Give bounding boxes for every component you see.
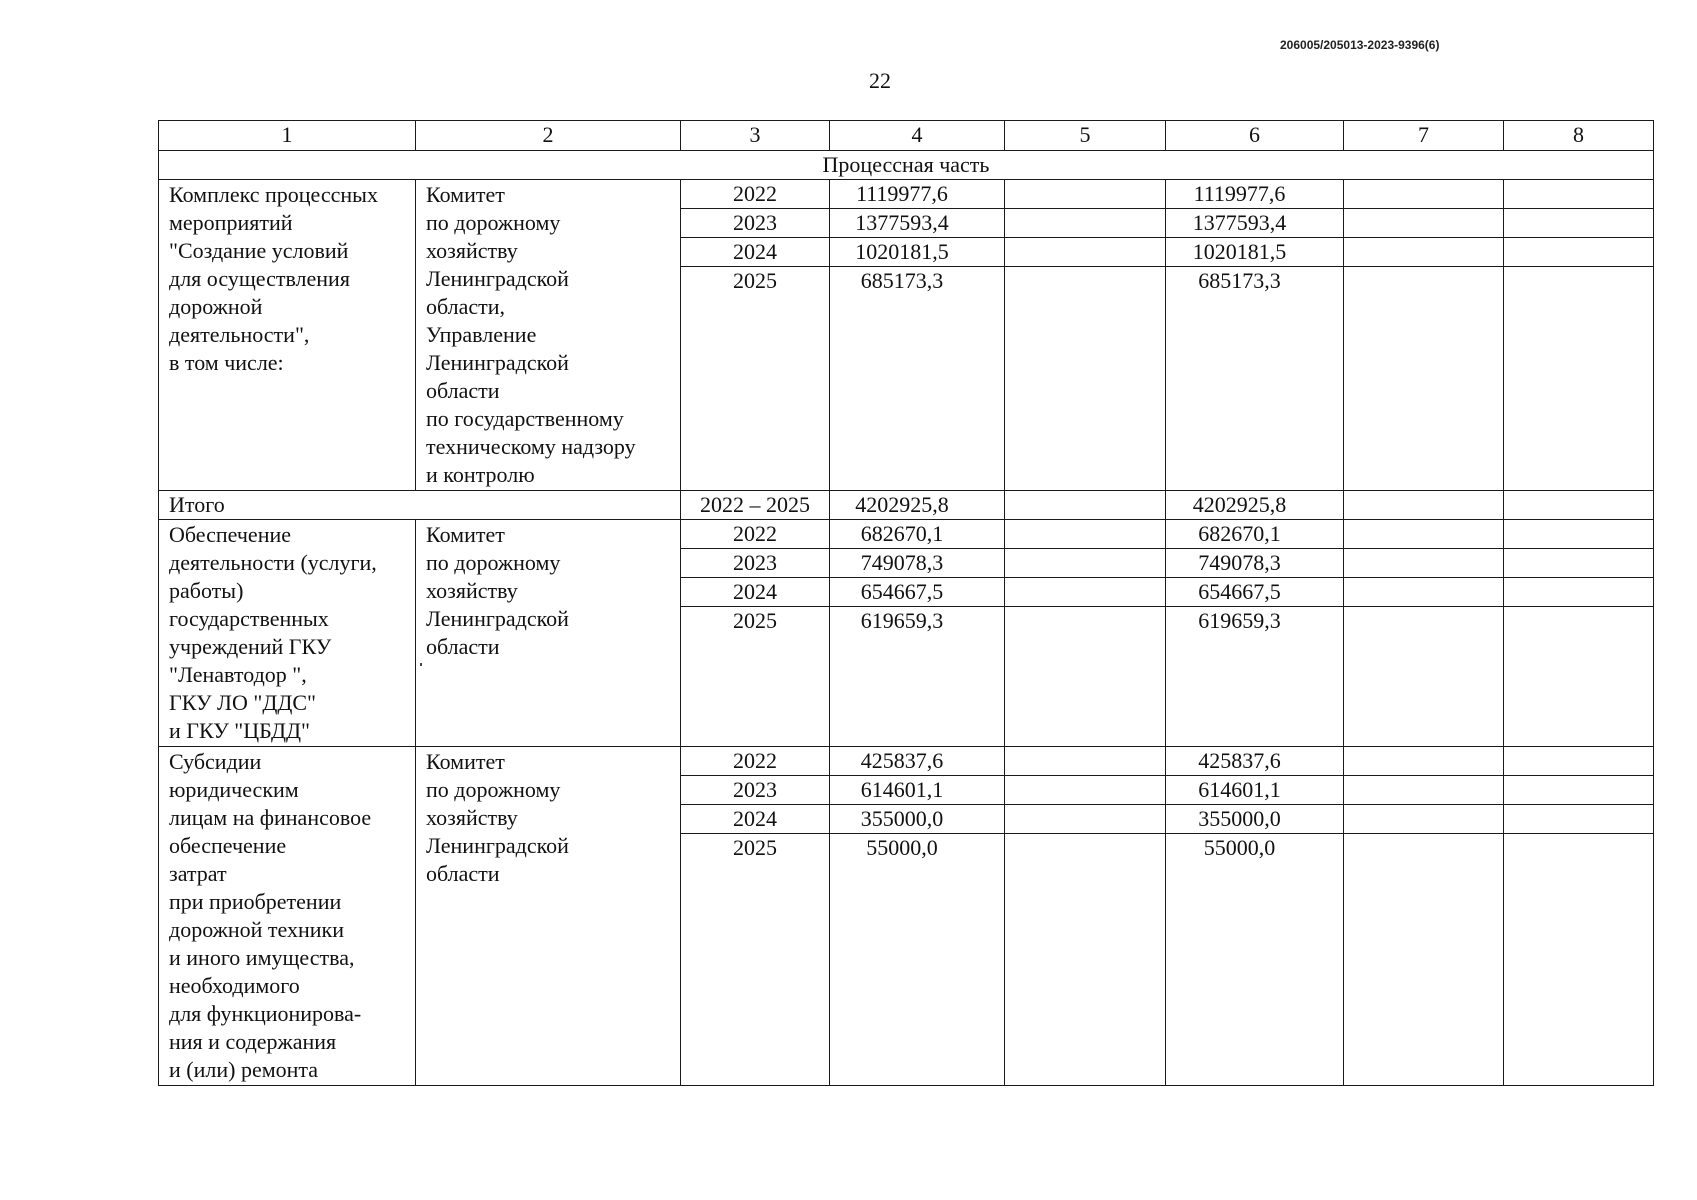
year-cell: 2022 bbox=[681, 180, 830, 209]
column-number: 2 bbox=[416, 121, 681, 151]
value-col4: 654667,5 bbox=[830, 578, 1005, 607]
value-col4: 355000,0 bbox=[830, 805, 1005, 834]
value-col8 bbox=[1504, 549, 1654, 578]
value-col6: 682670,1 bbox=[1166, 520, 1344, 549]
table-row bbox=[159, 520, 1654, 549]
executor-name: Комитет по дорожному хозяйству Ленинградской области bbox=[416, 520, 681, 747]
funding-table bbox=[158, 120, 1654, 1086]
value-col7 bbox=[1344, 209, 1504, 238]
section-title: Процессная часть bbox=[159, 151, 1654, 180]
value-col6: 614601,1 bbox=[1166, 776, 1344, 805]
column-number-row bbox=[159, 121, 1654, 151]
table-row bbox=[159, 180, 1654, 209]
column-number: 8 bbox=[1504, 121, 1654, 151]
value-col6: 55000,0 bbox=[1166, 834, 1344, 1086]
value-col5 bbox=[1005, 209, 1166, 238]
year-cell: 2023 bbox=[681, 209, 830, 238]
value-col4: 1119977,6 bbox=[830, 180, 1005, 209]
total-col6: 4202925,8 bbox=[1166, 491, 1344, 520]
value-col6: 654667,5 bbox=[1166, 578, 1344, 607]
year-cell: 2024 bbox=[681, 578, 830, 607]
year-cell: 2024 bbox=[681, 805, 830, 834]
year-cell: 2025 bbox=[681, 607, 830, 747]
value-col4: 1377593,4 bbox=[830, 209, 1005, 238]
value-col5 bbox=[1005, 549, 1166, 578]
value-col5 bbox=[1005, 776, 1166, 805]
value-col5 bbox=[1005, 238, 1166, 267]
value-col8 bbox=[1504, 607, 1654, 747]
value-col7 bbox=[1344, 549, 1504, 578]
scan-mark bbox=[420, 663, 422, 666]
total-label: Итого bbox=[159, 491, 681, 520]
value-col8 bbox=[1504, 776, 1654, 805]
year-cell: 2022 bbox=[681, 747, 830, 776]
value-col6: 1119977,6 bbox=[1166, 180, 1344, 209]
year-cell: 2022 bbox=[681, 520, 830, 549]
value-col5 bbox=[1005, 520, 1166, 549]
value-col8 bbox=[1504, 238, 1654, 267]
value-col8 bbox=[1504, 520, 1654, 549]
section-row bbox=[159, 151, 1654, 180]
value-col7 bbox=[1344, 805, 1504, 834]
value-col5 bbox=[1005, 805, 1166, 834]
value-col7 bbox=[1344, 747, 1504, 776]
total-col7 bbox=[1344, 491, 1504, 520]
year-cell: 2023 bbox=[681, 549, 830, 578]
total-col4: 4202925,8 bbox=[830, 491, 1005, 520]
value-col5 bbox=[1005, 834, 1166, 1086]
total-col5 bbox=[1005, 491, 1166, 520]
executor-name: Комитет по дорожному хозяйству Ленинградской области bbox=[416, 747, 681, 1086]
total-row bbox=[159, 491, 1654, 520]
value-col7 bbox=[1344, 238, 1504, 267]
total-col8 bbox=[1504, 491, 1654, 520]
value-col8 bbox=[1504, 180, 1654, 209]
value-col6: 425837,6 bbox=[1166, 747, 1344, 776]
value-col4: 749078,3 bbox=[830, 549, 1005, 578]
value-col4: 619659,3 bbox=[830, 607, 1005, 747]
column-number: 4 bbox=[830, 121, 1005, 151]
value-col8 bbox=[1504, 805, 1654, 834]
value-col5 bbox=[1005, 607, 1166, 747]
value-col4: 614601,1 bbox=[830, 776, 1005, 805]
value-col8 bbox=[1504, 209, 1654, 238]
year-cell: 2025 bbox=[681, 834, 830, 1086]
value-col7 bbox=[1344, 776, 1504, 805]
value-col7 bbox=[1344, 607, 1504, 747]
column-number: 5 bbox=[1005, 121, 1166, 151]
document-id: 206005/205013-2023-9396(6) bbox=[1280, 38, 1440, 52]
value-col6: 1020181,5 bbox=[1166, 238, 1344, 267]
value-col7 bbox=[1344, 180, 1504, 209]
value-col6: 749078,3 bbox=[1166, 549, 1344, 578]
value-col8 bbox=[1504, 267, 1654, 491]
value-col5 bbox=[1005, 180, 1166, 209]
column-number: 6 bbox=[1166, 121, 1344, 151]
value-col7 bbox=[1344, 834, 1504, 1086]
value-col6: 1377593,4 bbox=[1166, 209, 1344, 238]
value-col8 bbox=[1504, 578, 1654, 607]
column-number: 1 bbox=[159, 121, 416, 151]
value-col5 bbox=[1005, 267, 1166, 491]
year-cell: 2025 bbox=[681, 267, 830, 491]
program-name: Обеспечение деятельности (услуги, работы) государственных учреждений ГКУ "Ленавтодор ", ГКУ ЛО "ДДС" и ГКУ "ЦБДД" bbox=[159, 520, 416, 747]
value-col4: 682670,1 bbox=[830, 520, 1005, 549]
value-col6: 619659,3 bbox=[1166, 607, 1344, 747]
column-number: 7 bbox=[1344, 121, 1504, 151]
value-col4: 1020181,5 bbox=[830, 238, 1005, 267]
executor-name: Комитет по дорожному хозяйству Ленинградской области, Управление Ленинградской области по государственному техническому надзору и контролю bbox=[416, 180, 681, 491]
year-cell: 2024 bbox=[681, 238, 830, 267]
program-name: Комплекс процессных мероприятий "Создание условий для осуществления дорожной деятельности", в том числе: bbox=[159, 180, 416, 491]
value-col5 bbox=[1005, 747, 1166, 776]
value-col4: 425837,6 bbox=[830, 747, 1005, 776]
value-col6: 685173,3 bbox=[1166, 267, 1344, 491]
program-name: Субсидии юридическим лицам на финансовое обеспечение затрат при приобретении дорожной техники и иного имущества, необходимого для функционирова- ния и содержания и (или) ремонта bbox=[159, 747, 416, 1086]
value-col7 bbox=[1344, 520, 1504, 549]
value-col7 bbox=[1344, 267, 1504, 491]
value-col6: 355000,0 bbox=[1166, 805, 1344, 834]
total-period: 2022 – 2025 bbox=[681, 491, 830, 520]
value-col8 bbox=[1504, 834, 1654, 1086]
page-number: 22 bbox=[869, 68, 891, 93]
table-row bbox=[159, 747, 1654, 776]
value-col4: 685173,3 bbox=[830, 267, 1005, 491]
value-col8 bbox=[1504, 747, 1654, 776]
year-cell: 2023 bbox=[681, 776, 830, 805]
column-number: 3 bbox=[681, 121, 830, 151]
value-col4: 55000,0 bbox=[830, 834, 1005, 1086]
value-col7 bbox=[1344, 578, 1504, 607]
value-col5 bbox=[1005, 578, 1166, 607]
